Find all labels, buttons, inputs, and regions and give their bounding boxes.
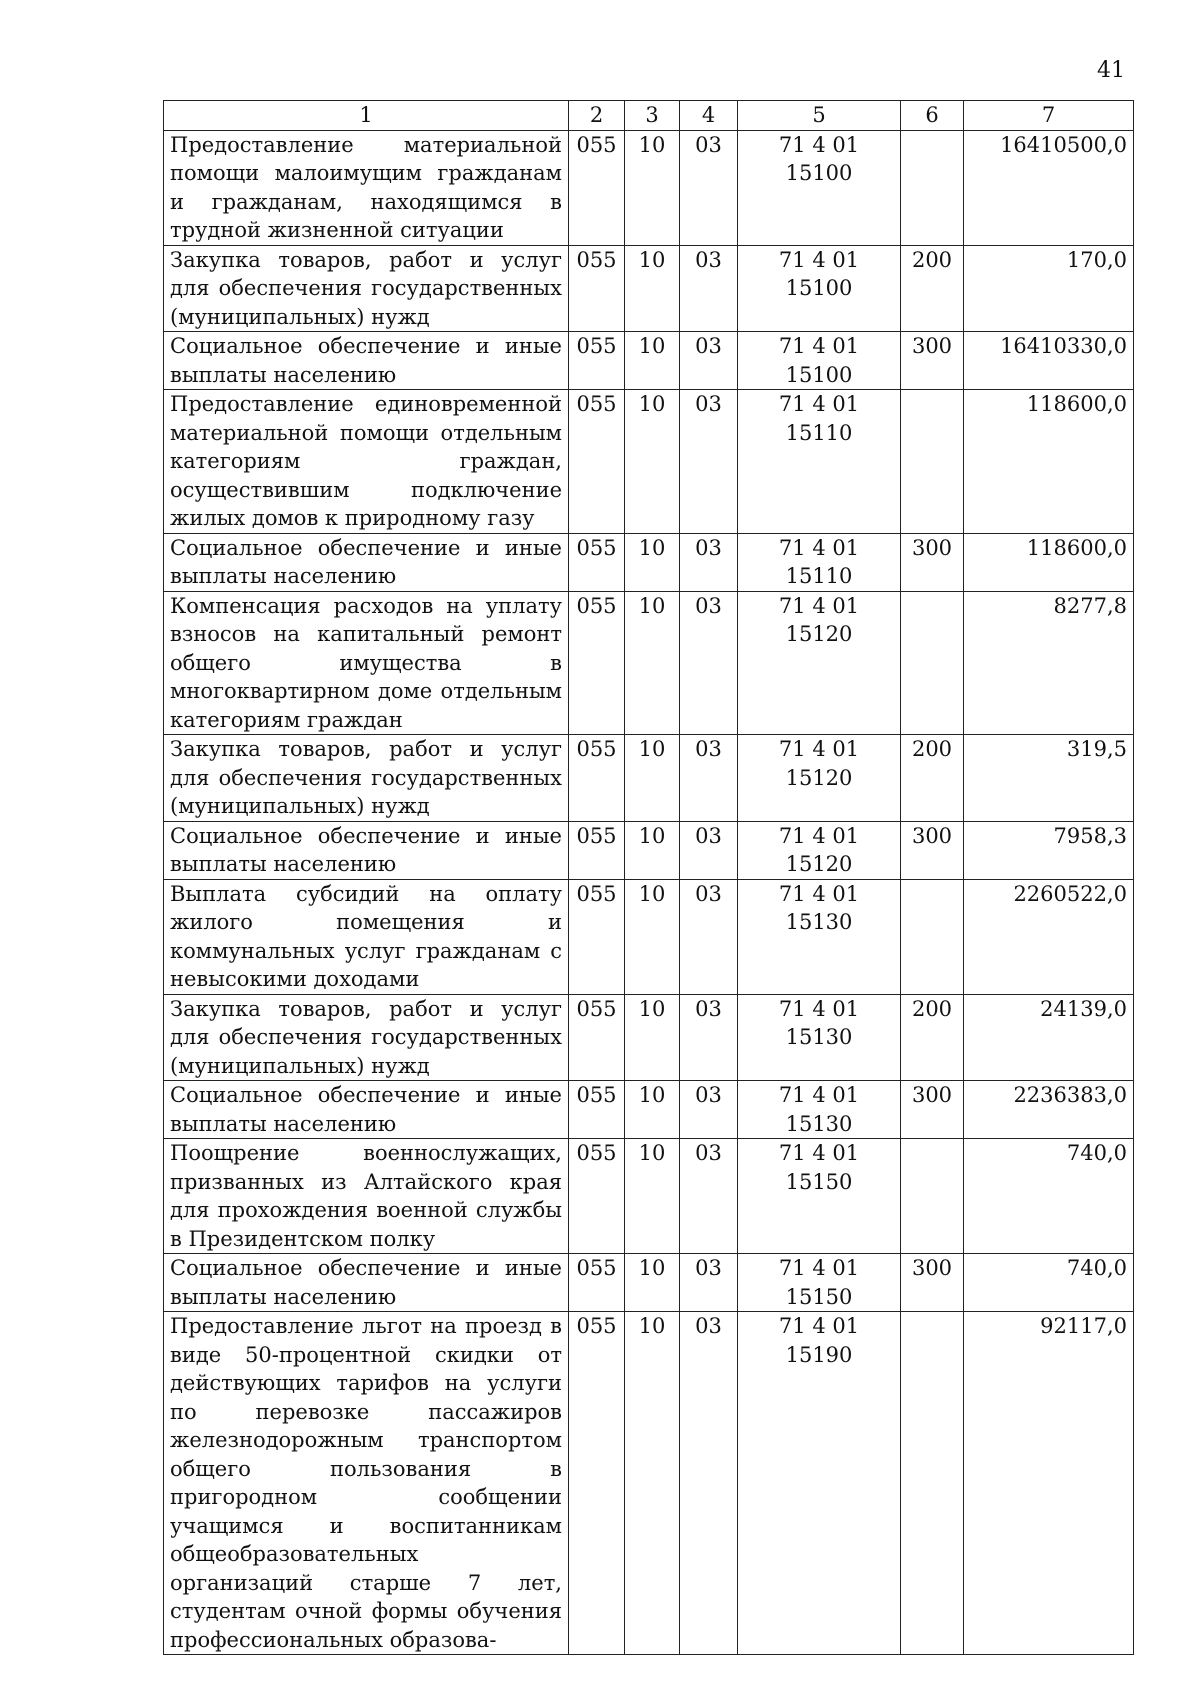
expense-name-cell: Предоставление льгот на проезд в виде 50-процентной скидки от действующих тарифов на услуги по перевозке пассажиров железнодорожным транспортом общего пользования в пригородном сообщении учащимся и воспитанникам общеобразовательных организаций старше 7 лет, студентам очной формы обучения профессиональных образова- bbox=[164, 1312, 569, 1655]
amount-cell: 16410330,0 bbox=[964, 332, 1134, 390]
grbs-code-cell: 055 bbox=[569, 994, 625, 1081]
column-header-3: 3 bbox=[625, 101, 680, 131]
amount-cell: 92117,0 bbox=[964, 1312, 1134, 1655]
subsection-code-cell: 03 bbox=[680, 821, 738, 879]
amount-cell: 16410500,0 bbox=[964, 130, 1134, 245]
target-article-cell: 71 4 01 15100 bbox=[738, 332, 901, 390]
expense-type-cell bbox=[901, 1139, 964, 1254]
column-header-2: 2 bbox=[569, 101, 625, 131]
section-code-cell: 10 bbox=[625, 130, 680, 245]
table-row bbox=[164, 1312, 1134, 1655]
target-article-cell: 71 4 01 15120 bbox=[738, 591, 901, 735]
expense-type-cell bbox=[901, 130, 964, 245]
expense-type-cell: 300 bbox=[901, 1254, 964, 1312]
column-header-6: 6 bbox=[901, 101, 964, 131]
expense-type-cell bbox=[901, 1312, 964, 1655]
amount-cell: 170,0 bbox=[964, 245, 1134, 332]
subsection-code-cell: 03 bbox=[680, 591, 738, 735]
section-code-cell: 10 bbox=[625, 1081, 680, 1139]
expense-name-cell: Социальное обеспечение и иные выплаты населению bbox=[164, 533, 569, 591]
expense-name-cell: Поощрение военнослужащих, призванных из Алтайского края для прохождения военной службы в Президентском полку bbox=[164, 1139, 569, 1254]
table-row bbox=[164, 994, 1134, 1081]
subsection-code-cell: 03 bbox=[680, 130, 738, 245]
column-header-7: 7 bbox=[964, 101, 1134, 131]
table-row bbox=[164, 390, 1134, 534]
grbs-code-cell: 055 bbox=[569, 1081, 625, 1139]
table-row bbox=[164, 735, 1134, 822]
table-row bbox=[164, 821, 1134, 879]
grbs-code-cell: 055 bbox=[569, 879, 625, 994]
target-article-cell: 71 4 01 15110 bbox=[738, 390, 901, 534]
column-header-4: 4 bbox=[680, 101, 738, 131]
table-row bbox=[164, 1139, 1134, 1254]
section-code-cell: 10 bbox=[625, 591, 680, 735]
column-header-1: 1 bbox=[164, 101, 569, 131]
expense-type-cell bbox=[901, 591, 964, 735]
amount-cell: 319,5 bbox=[964, 735, 1134, 822]
amount-cell: 24139,0 bbox=[964, 994, 1134, 1081]
expense-name-cell: Предоставление материальной помощи малоимущим гражданам и гражданам, находящимся в трудной жизненной ситуации bbox=[164, 130, 569, 245]
target-article-cell: 71 4 01 15100 bbox=[738, 245, 901, 332]
subsection-code-cell: 03 bbox=[680, 879, 738, 994]
amount-cell: 7958,3 bbox=[964, 821, 1134, 879]
amount-cell: 118600,0 bbox=[964, 533, 1134, 591]
table-row bbox=[164, 245, 1134, 332]
subsection-code-cell: 03 bbox=[680, 1139, 738, 1254]
section-code-cell: 10 bbox=[625, 390, 680, 534]
section-code-cell: 10 bbox=[625, 735, 680, 822]
table-body bbox=[164, 130, 1134, 1655]
target-article-cell: 71 4 01 15130 bbox=[738, 879, 901, 994]
amount-cell: 740,0 bbox=[964, 1254, 1134, 1312]
subsection-code-cell: 03 bbox=[680, 390, 738, 534]
expense-type-cell: 300 bbox=[901, 332, 964, 390]
expense-name-cell: Закупка товаров, работ и услуг для обеспечения государственных (муниципальных) нужд bbox=[164, 245, 569, 332]
section-code-cell: 10 bbox=[625, 245, 680, 332]
grbs-code-cell: 055 bbox=[569, 130, 625, 245]
subsection-code-cell: 03 bbox=[680, 1312, 738, 1655]
grbs-code-cell: 055 bbox=[569, 591, 625, 735]
expense-type-cell: 200 bbox=[901, 245, 964, 332]
subsection-code-cell: 03 bbox=[680, 533, 738, 591]
table-header-row bbox=[164, 101, 1134, 131]
page-number: 41 bbox=[1097, 58, 1125, 83]
expense-name-cell: Социальное обеспечение и иные выплаты населению bbox=[164, 332, 569, 390]
grbs-code-cell: 055 bbox=[569, 390, 625, 534]
section-code-cell: 10 bbox=[625, 879, 680, 994]
grbs-code-cell: 055 bbox=[569, 332, 625, 390]
subsection-code-cell: 03 bbox=[680, 1081, 738, 1139]
target-article-cell: 71 4 01 15130 bbox=[738, 994, 901, 1081]
expense-type-cell: 300 bbox=[901, 821, 964, 879]
grbs-code-cell: 055 bbox=[569, 735, 625, 822]
expense-name-cell: Компенсация расходов на уплату взносов на капитальный ремонт общего имущества в многоквартирном доме отдельным категориям граждан bbox=[164, 591, 569, 735]
expense-name-cell: Выплата субсидий на оплату жилого помещения и коммунальных услуг гражданам с невысокими доходами bbox=[164, 879, 569, 994]
grbs-code-cell: 055 bbox=[569, 1254, 625, 1312]
amount-cell: 8277,8 bbox=[964, 591, 1134, 735]
section-code-cell: 10 bbox=[625, 1139, 680, 1254]
amount-cell: 2236383,0 bbox=[964, 1081, 1134, 1139]
expense-type-cell bbox=[901, 390, 964, 534]
expense-type-cell: 300 bbox=[901, 533, 964, 591]
table-row bbox=[164, 533, 1134, 591]
expense-name-cell: Предоставление единовременной материальной помощи отдельным категориям граждан, осуществившим подключение жилых домов к природному газу bbox=[164, 390, 569, 534]
grbs-code-cell: 055 bbox=[569, 1312, 625, 1655]
subsection-code-cell: 03 bbox=[680, 735, 738, 822]
table-row bbox=[164, 332, 1134, 390]
table-row bbox=[164, 130, 1134, 245]
section-code-cell: 10 bbox=[625, 332, 680, 390]
amount-cell: 2260522,0 bbox=[964, 879, 1134, 994]
column-header-5: 5 bbox=[738, 101, 901, 131]
grbs-code-cell: 055 bbox=[569, 245, 625, 332]
grbs-code-cell: 055 bbox=[569, 533, 625, 591]
subsection-code-cell: 03 bbox=[680, 994, 738, 1081]
grbs-code-cell: 055 bbox=[569, 1139, 625, 1254]
amount-cell: 118600,0 bbox=[964, 390, 1134, 534]
table-row bbox=[164, 591, 1134, 735]
target-article-cell: 71 4 01 15120 bbox=[738, 735, 901, 822]
section-code-cell: 10 bbox=[625, 533, 680, 591]
section-code-cell: 10 bbox=[625, 994, 680, 1081]
expense-type-cell: 200 bbox=[901, 735, 964, 822]
section-code-cell: 10 bbox=[625, 1312, 680, 1655]
target-article-cell: 71 4 01 15130 bbox=[738, 1081, 901, 1139]
expense-name-cell: Социальное обеспечение и иные выплаты населению bbox=[164, 1081, 569, 1139]
target-article-cell: 71 4 01 15150 bbox=[738, 1139, 901, 1254]
section-code-cell: 10 bbox=[625, 821, 680, 879]
subsection-code-cell: 03 bbox=[680, 245, 738, 332]
target-article-cell: 71 4 01 15110 bbox=[738, 533, 901, 591]
subsection-code-cell: 03 bbox=[680, 332, 738, 390]
expense-type-cell: 200 bbox=[901, 994, 964, 1081]
target-article-cell: 71 4 01 15150 bbox=[738, 1254, 901, 1312]
grbs-code-cell: 055 bbox=[569, 821, 625, 879]
subsection-code-cell: 03 bbox=[680, 1254, 738, 1312]
table-row bbox=[164, 1254, 1134, 1312]
expense-name-cell: Закупка товаров, работ и услуг для обеспечения государственных (муниципальных) нужд bbox=[164, 994, 569, 1081]
section-code-cell: 10 bbox=[625, 1254, 680, 1312]
expense-name-cell: Социальное обеспечение и иные выплаты населению bbox=[164, 821, 569, 879]
table-row bbox=[164, 879, 1134, 994]
expense-name-cell: Социальное обеспечение и иные выплаты населению bbox=[164, 1254, 569, 1312]
table-row bbox=[164, 1081, 1134, 1139]
target-article-cell: 71 4 01 15100 bbox=[738, 130, 901, 245]
expense-type-cell: 300 bbox=[901, 1081, 964, 1139]
expense-name-cell: Закупка товаров, работ и услуг для обеспечения государственных (муниципальных) нужд bbox=[164, 735, 569, 822]
expense-type-cell bbox=[901, 879, 964, 994]
target-article-cell: 71 4 01 15120 bbox=[738, 821, 901, 879]
budget-table bbox=[163, 100, 1134, 1655]
amount-cell: 740,0 bbox=[964, 1139, 1134, 1254]
target-article-cell: 71 4 01 15190 bbox=[738, 1312, 901, 1655]
